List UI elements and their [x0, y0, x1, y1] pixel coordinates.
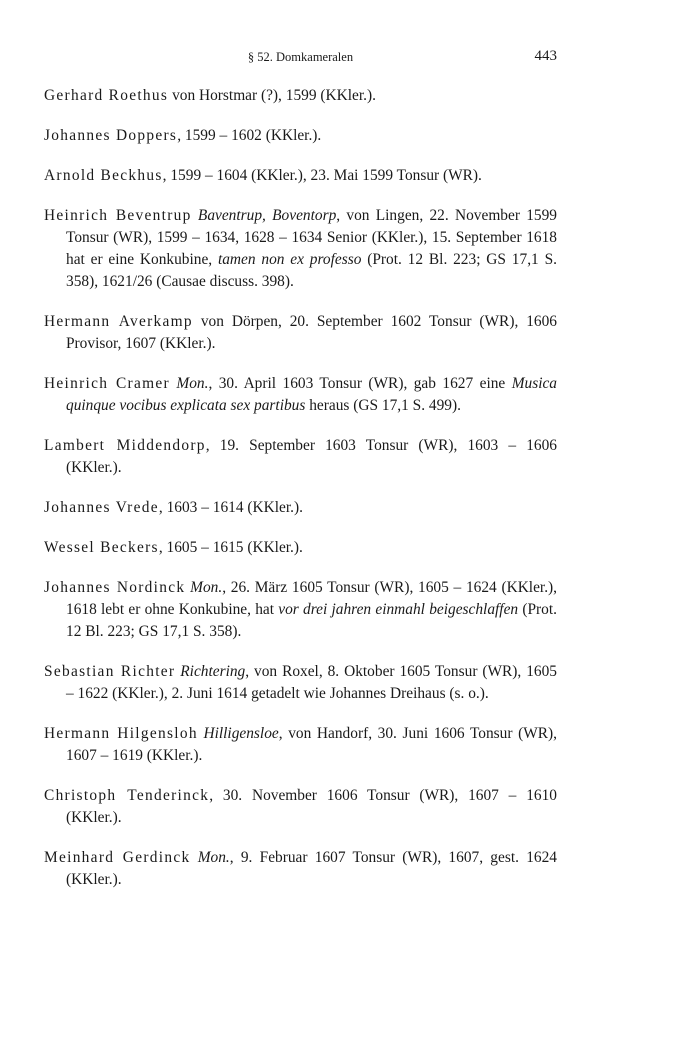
entry-name: Heinrich Cramer: [44, 375, 170, 392]
entry-text: , 30. November 1606 Tonsur (WR), 1607 – 1610 (KKler.).: [66, 787, 557, 826]
entry-text: , von Lingen, 22. November 1599 Tonsur (WR), 1599 – 1634, 1628 – 1634 Senior (KKler.), 15. September 1618 hat er eine Konkubine,: [66, 207, 557, 268]
entry-text: (Prot. 12 Bl. 223; GS 17,1 S. 358).: [66, 601, 557, 640]
entry-text: von Dörpen, 20. September 1602 Tonsur (WR), 1606 Provisor, 1607 (KKler.).: [66, 313, 557, 352]
entry-italic-text: Mon.: [176, 375, 209, 392]
entry-italic-text: Baventrup, Boventorp: [197, 207, 337, 224]
entry-name: Heinrich Beventrup: [44, 207, 192, 224]
entry-italic-text: Mon.: [190, 579, 223, 596]
entry: [44, 847, 557, 891]
entry-italic-text: tamen non ex professo: [217, 251, 362, 268]
entry: [44, 165, 557, 187]
entry: [44, 537, 557, 559]
entry: [44, 373, 557, 417]
entry: [44, 661, 557, 705]
entry-list: [44, 85, 557, 909]
entry-text: , 30. April 1603 Tonsur (WR), gab 1627 eine: [208, 375, 512, 392]
entry-name: Hermann Averkamp: [44, 313, 193, 330]
entry-name: Johannes Doppers: [44, 127, 178, 144]
entry-name: Sebastian Richter: [44, 663, 176, 680]
entry-name: Hermann Hilgensloh: [44, 725, 198, 742]
entry-name: Wessel Beckers: [44, 539, 159, 556]
entry-italic-text: vor drei jahren einmahl beigeschlaffen: [278, 601, 519, 618]
entry: [44, 577, 557, 643]
entry-italic-text: Musica quinque vocibus explicata sex partibus: [66, 375, 557, 414]
entry: [44, 435, 557, 479]
entry-italic-text: Hilligensloe: [203, 725, 279, 742]
entry-text: , von Handorf, 30. Juni 1606 Tonsur (WR), 1607 – 1619 (KKler.).: [66, 725, 557, 764]
entry-text: von Horstmar (?), 1599 (KKler.).: [168, 87, 376, 104]
entry-text: heraus (GS 17,1 S. 499).: [305, 397, 461, 414]
entry-text: , 1605 – 1615 (KKler.).: [158, 539, 303, 556]
page-header: [44, 48, 557, 68]
entry-text: , 1603 – 1614 (KKler.).: [158, 499, 303, 516]
entry-text: , 9. Februar 1607 Tonsur (WR), 1607, gest. 1624 (KKler.).: [66, 849, 557, 888]
entry-italic-text: Mon.: [197, 849, 230, 866]
entry-text: , 1599 – 1602 (KKler.).: [177, 127, 322, 144]
entry: [44, 85, 557, 107]
entry: [44, 785, 557, 829]
entry-name: Lambert Middendorp: [44, 437, 206, 454]
entry-name: Gerhard Roethus: [44, 87, 169, 104]
entry-name: Meinhard Gerdinck: [44, 849, 191, 866]
entry-name: Arnold Beckhus: [44, 167, 163, 184]
entry-text: , 1599 – 1604 (KKler.), 23. Mai 1599 Tonsur (WR).: [162, 167, 482, 184]
entry-name: Johannes Nordinck: [44, 579, 186, 596]
entry-text: , von Roxel, 8. Oktober 1605 Tonsur (WR), 1605 – 1622 (KKler.), 2. Juni 1614 getadelt wie Johannes Dreihaus (s. o.).: [66, 663, 557, 702]
entry-italic-text: Richtering: [180, 663, 246, 680]
entry-text: [190, 849, 197, 866]
entry: [44, 311, 557, 355]
entry: [44, 497, 557, 519]
page-number: 443: [534, 48, 557, 64]
entry-name: Johannes Vrede: [44, 499, 159, 516]
entry: [44, 125, 557, 147]
entry: [44, 723, 557, 767]
entry: [44, 205, 557, 293]
entry-name: Christoph Tenderinck: [44, 787, 210, 804]
running-head: § 52. Domkameralen: [247, 50, 354, 64]
entry-text: , 19. September 1603 Tonsur (WR), 1603 – 1606 (KKler.).: [66, 437, 557, 476]
entry-text: , 26. März 1605 Tonsur (WR), 1605 – 1624 (KKler.), 1618 lebt er ohne Konkubine, hat: [66, 579, 558, 618]
entry-text: (Prot. 12 Bl. 223; GS 17,1 S. 358), 1621/26 (Causae discuss. 398).: [66, 251, 557, 290]
